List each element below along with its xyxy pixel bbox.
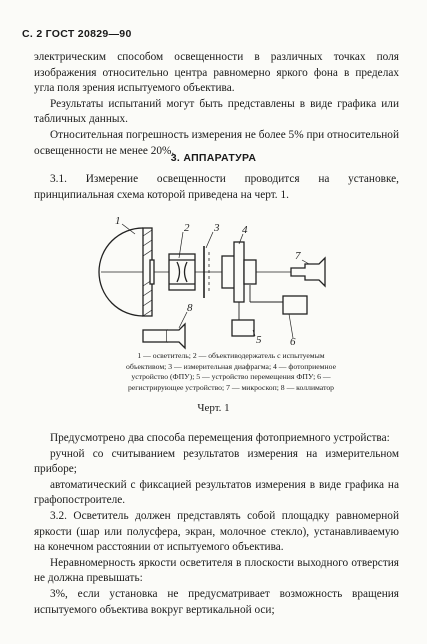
label-1: 1: [115, 215, 121, 227]
recording-device: [283, 296, 307, 314]
label-6: 6: [290, 336, 296, 348]
apparatus-schematic: [95, 212, 340, 350]
illuminator-aperture: [150, 260, 154, 284]
figure-caption: Черт. 1: [197, 402, 230, 414]
label-7: 7: [295, 250, 301, 262]
paragraph: Неравномерность яркости осветителя в плоскости выходного отверстия не должна превышать:: [34, 556, 399, 585]
collimator: [143, 330, 167, 342]
paragraph: 3%, если установка не предусматривает возможность вращения испытуемого объектива вокруг вертикальной оси;: [34, 587, 399, 616]
bottom-text-block: [34, 431, 399, 618]
section-title: 3. АППАРАТУРА: [170, 152, 257, 164]
paragraph: 3.1. Измерение освещенности проводится на установке, принципиальная схема которой приведена на черт. 1.: [34, 173, 399, 201]
top-text-block: [34, 50, 399, 159]
label-3: 3: [214, 222, 220, 234]
paragraph: Относительная погрешность измерения не более 5% при относительной освещенности не менее 20%.: [34, 128, 399, 157]
figure-legend: 1 — осветитель; 2 — объективодержатель с испытуемым объективом; 3 — измерительная диафрагма; 4 — фотоприемное устройство (ФПУ); 5 — устройство перемещения ФПУ; 6 — регистрирующее устройство; 7 — микроскоп; 8 — коллиматор: [125, 351, 337, 392]
paragraph-3-1-block: [34, 172, 399, 203]
paragraph: ручной со считыванием результатов измерения на измерительном приборе;: [34, 447, 399, 476]
microscope: [291, 258, 325, 286]
label-5: 5: [256, 334, 262, 346]
paragraph: 3.2. Осветитель должен представлять собой площадку равномерной яркости (шар или полусфера, экран, молочное стекло), устанавливаемую на конечном расстоянии от испытуемого объектива.: [34, 509, 399, 554]
label-4: 4: [242, 224, 248, 236]
paragraph: Предусмотрено два способа перемещения фотоприемного устройства:: [50, 432, 390, 444]
label-8: 8: [187, 302, 193, 314]
label-2: 2: [184, 222, 190, 234]
paragraph: Результаты испытаний могут быть представлены в виде графика или табличных данных.: [34, 97, 399, 126]
page-header: С. 2 ГОСТ 20829—90: [22, 28, 132, 40]
photodetector-transport: [232, 320, 254, 336]
paragraph: электрическим способом освещенности в различных точках поля изображения относительно центра равномерно яркого фона в пределах угла поля зрения испытуемого объектива.: [34, 51, 399, 95]
paragraph: автоматический с фиксацией результатов измерения в виде графика на графопостроителе.: [34, 478, 399, 507]
